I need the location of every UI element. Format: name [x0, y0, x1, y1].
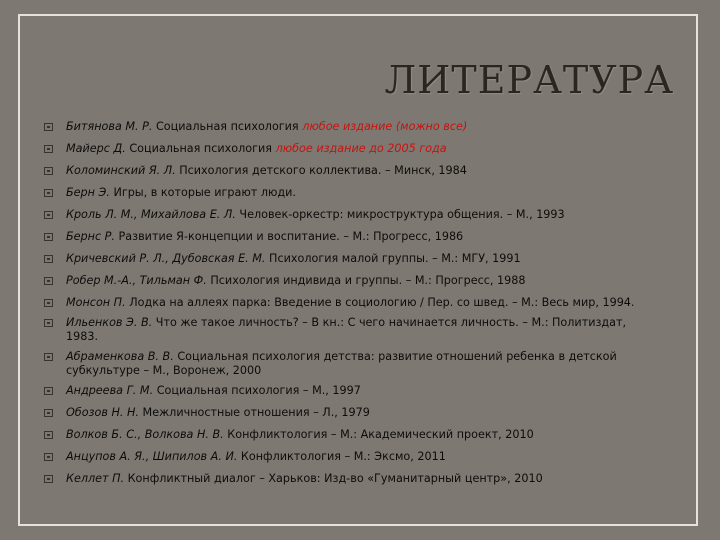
reference-item — [44, 120, 644, 134]
reference-text: Конфликтология – М.: Эксмо, 2011 — [237, 450, 446, 463]
reference-author: Бернс Р. — [66, 230, 115, 243]
reference-item — [44, 316, 644, 344]
reference-item — [44, 186, 644, 200]
reference-item — [44, 450, 644, 464]
reference-item — [44, 406, 644, 420]
reference-author: Битянова М. Р. — [66, 120, 153, 133]
reference-author: Кроль Л. М., Михайлова Е. Л. — [66, 208, 236, 221]
bullet-icon — [44, 233, 53, 241]
reference-author: Майерс Д. — [66, 142, 126, 155]
reference-author: Монсон П. — [66, 296, 126, 309]
reference-item — [44, 274, 644, 288]
reference-text: Социальная психология — [152, 120, 303, 133]
bullet-icon — [44, 409, 53, 417]
reference-author: Берн Э. — [66, 186, 110, 199]
reference-item — [44, 208, 644, 222]
bullet-icon — [44, 319, 53, 327]
bullet-icon — [44, 145, 53, 153]
reference-author: Келлет П. — [66, 472, 125, 485]
reference-author: Абраменкова В. В. — [66, 350, 174, 363]
reference-text: Межличностные отношения – Л., 1979 — [139, 406, 370, 419]
page-title: ЛИТЕРАТУРА — [384, 58, 674, 102]
bullet-icon — [44, 211, 53, 219]
reference-text: Развитие Я-концепции и воспитание. – М.: Прогресс, 1986 — [114, 230, 464, 243]
reference-list — [44, 120, 644, 494]
reference-text: Социальная психология – М., 1997 — [153, 384, 361, 397]
reference-author: Робер М.-А., Тильман Ф. — [66, 274, 207, 287]
reference-text: Психология малой группы. – М.: МГУ, 1991 — [265, 252, 521, 265]
reference-text: Лодка на аллеях парка: Введение в социологию / Пер. со швед. – М.: Весь мир, 1994. — [125, 296, 635, 309]
reference-item — [44, 142, 644, 156]
reference-author: Обозов Н. Н. — [66, 406, 139, 419]
reference-item — [44, 164, 644, 178]
bullet-icon — [44, 123, 53, 131]
bullet-icon — [44, 353, 53, 361]
bullet-icon — [44, 255, 53, 263]
reference-item — [44, 350, 644, 378]
reference-text: Психология индивида и группы. – М.: Прогресс, 1988 — [206, 274, 526, 287]
reference-text: Конфликтный диалог – Харьков: Изд-во «Гуманитарный центр», 2010 — [124, 472, 543, 485]
reference-text: Конфликтология – М.: Академический проект, 2010 — [223, 428, 534, 441]
reference-item — [44, 428, 644, 442]
reference-author: Кричевский Р. Л., Дубовская Е. М. — [66, 252, 266, 265]
reference-item — [44, 296, 644, 310]
bullet-icon — [44, 167, 53, 175]
reference-text: Психология детского коллектива. – Минск, 1984 — [175, 164, 467, 177]
reference-item — [44, 252, 644, 266]
bullet-icon — [44, 277, 53, 285]
reference-text: Человек-оркестр: микроструктура общения. – М., 1993 — [235, 208, 565, 221]
reference-note: любое издание до 2005 года — [275, 142, 447, 155]
reference-text: Социальная психология детства: развитие отношений ребенка в детской субкультуре – М., Воронеж, 2000 — [66, 350, 617, 377]
reference-text: Социальная психология — [125, 142, 276, 155]
reference-author: Волков Б. С., Волкова Н. В. — [66, 428, 224, 441]
reference-text: Что же такое личность? – В кн.: С чего начинается личность. – М.: Политиздат, 1983. — [66, 316, 627, 343]
reference-note: любое издание (можно все) — [302, 120, 468, 133]
reference-author: Анцупов А. Я., Шипилов А. И. — [66, 450, 238, 463]
bullet-icon — [44, 431, 53, 439]
bullet-icon — [44, 453, 53, 461]
reference-item — [44, 384, 644, 398]
reference-text: Игры, в которые играют люди. — [109, 186, 296, 199]
bullet-icon — [44, 189, 53, 197]
reference-item — [44, 472, 644, 486]
reference-author: Коломинский Я. Л. — [66, 164, 176, 177]
bullet-icon — [44, 475, 53, 483]
reference-item — [44, 230, 644, 244]
bullet-icon — [44, 387, 53, 395]
reference-author: Андреева Г. М. — [66, 384, 154, 397]
bullet-icon — [44, 299, 53, 307]
reference-author: Ильенков Э. В. — [66, 316, 153, 329]
